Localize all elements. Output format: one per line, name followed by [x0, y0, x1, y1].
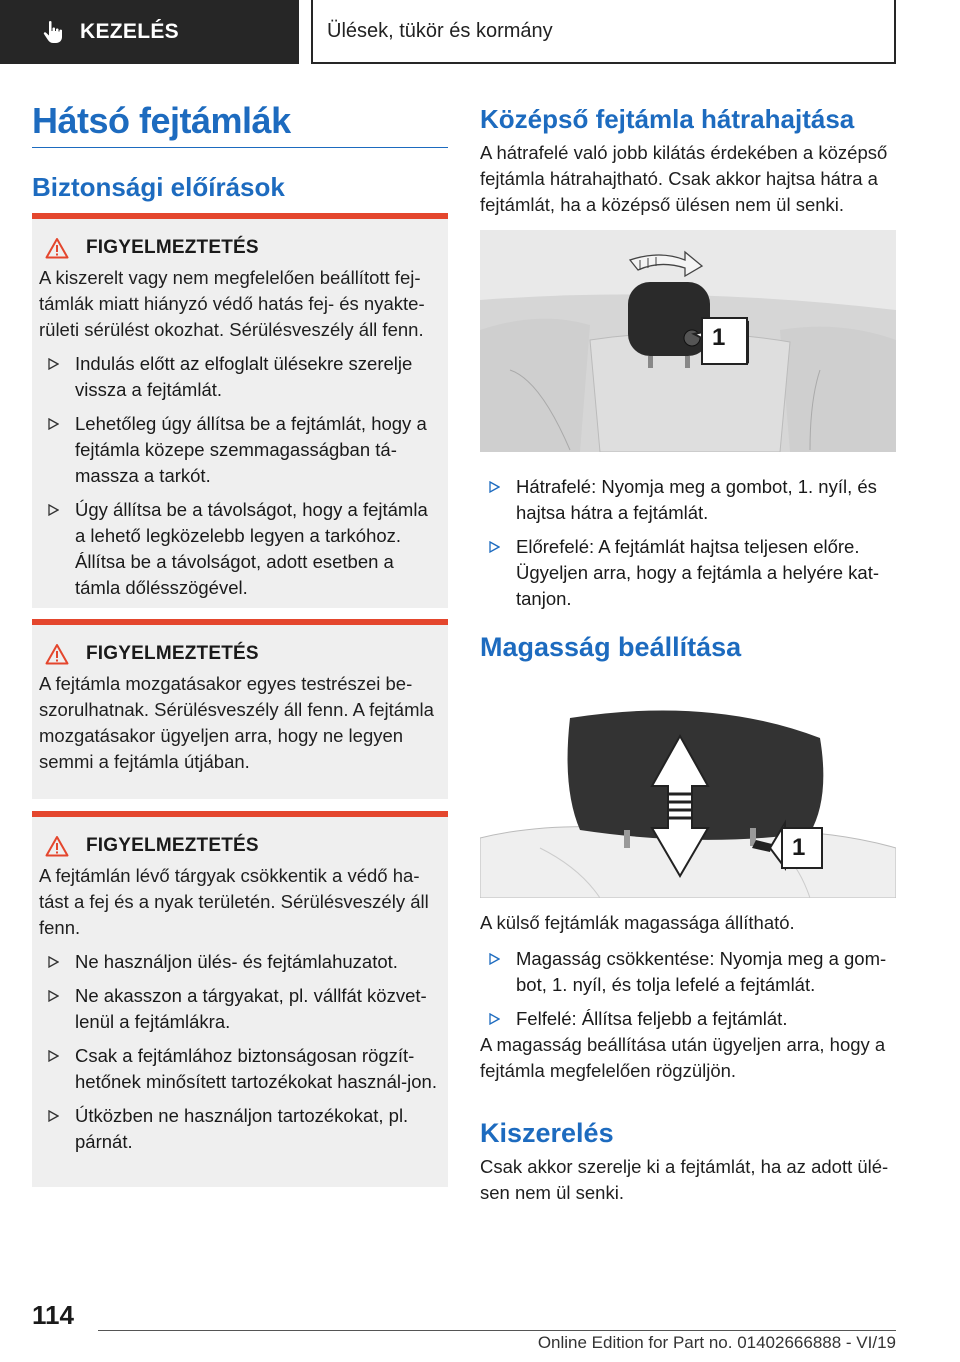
fold-back-text: A hátrafelé való jobb kilátás érdekében a középső fejtámla hátrahajtható. Csak akkor hajtsa hátra a fejtámlát, ha a középső ülésen nem ül senki. [480, 142, 888, 215]
page-number: 114 [32, 1300, 74, 1330]
bullet-triangle-icon [47, 1110, 59, 1122]
bullet-triangle-icon [488, 1013, 500, 1025]
chapter-tab-label: KEZELÉS [80, 20, 179, 43]
warning-triangle-icon [45, 237, 69, 259]
warning-text: A kiszerelt vagy nem megfelelően beállított fej-támlák miatt hiányzó védő hatás fej- és nyakte-rületi sérülést okozhat. Sérülésveszély áll fenn. [39, 267, 425, 340]
fold-back-title: Középső fejtámla hátrahajtása [480, 104, 855, 134]
section-title-text: Ülések, tükör és kormány [327, 19, 553, 42]
title-divider [32, 147, 448, 148]
bullet-triangle-icon [488, 481, 500, 493]
bullet-triangle-icon [488, 953, 500, 965]
bullet-triangle-icon [47, 358, 59, 370]
warning-triangle-icon [45, 835, 69, 857]
list-item: Lehetőleg úgy állítsa be a fejtámlát, hogy a fejtámla közepe szemmagasságban tá-massza a tarkót. [39, 411, 440, 489]
warning-text: A fejtámla mozgatásakor egyes testrészei be-szorulhatnak. Sérülésveszély áll fenn. A fejtámla mozgatásakor ügyeljen arra, hogy ne legyen semmi a fejtámla útjában. [39, 673, 434, 772]
list-item: Csak a fejtámlához biztonságosan rögzít-hetőnek minősített tartozékokat használ-jon. [39, 1043, 440, 1095]
warning-heading: FIGYELMEZTETÉS [39, 835, 440, 857]
warning-text: A fejtámlán lévő tárgyak csökkentik a védő ha-tást a fej és a nyak területén. Sérülésveszély áll fenn. [39, 865, 429, 938]
list-item: Előrefelé: A fejtámlát hajtsa teljesen előre. Ügyeljen arra, hogy a fejtámla a helyére kat-tanjon. [480, 534, 900, 612]
removal-title: Kiszerelés [480, 1118, 614, 1148]
warning-triangle-icon [45, 643, 69, 665]
edition-info: Online Edition for Part no. 01402666888 - VI/19 [537, 1333, 896, 1352]
list-item: Hátrafelé: Nyomja meg a gombot, 1. nyíl, és hajtsa hátra a fejtámlát. [480, 474, 900, 526]
list-item: Felfelé: Állítsa feljebb a fejtámlát. [480, 1006, 900, 1032]
list-item: Ne használjon ülés- és fejtámlahuzatot. [39, 949, 440, 975]
headrest-height-illustration [480, 698, 896, 898]
headrest-fold-illustration [480, 230, 896, 452]
page-title: Hátsó fejtámlák [32, 100, 291, 141]
headrest-fold-drawing [480, 230, 896, 452]
section-title [311, 0, 896, 64]
warning-box-2 [32, 619, 448, 799]
callout-number: 1 [712, 324, 726, 351]
height-outro-text: A magasság beállítása után ügyeljen arra, hogy a fejtámla megfelelően rögzüljön. [480, 1034, 886, 1081]
warning-heading: FIGYELMEZTETÉS [39, 643, 440, 665]
warning-box-1 [32, 213, 448, 608]
bullet-triangle-icon [47, 504, 59, 516]
chapter-tab[interactable] [0, 0, 299, 64]
removal-text: Csak akkor szerelje ki a fejtámlát, ha az adott ülé-sen nem ül senki. [480, 1156, 889, 1203]
bullet-triangle-icon [488, 541, 500, 553]
bullet-triangle-icon [47, 956, 59, 968]
headrest-height-drawing [480, 698, 896, 898]
list-item: Útközben ne használjon tartozékokat, pl. párnát. [39, 1103, 440, 1155]
callout-number: 1 [792, 834, 806, 861]
safety-subtitle: Biztonsági előírások [32, 172, 285, 202]
list-item: Ne akasszon a tárgyakat, pl. vállfát közvet-lenül a fejtámlákra. [39, 983, 440, 1035]
list-item: Úgy állítsa be a távolságot, hogy a fejtámla a lehető legközelebb legyen a tarkóhoz. Állítsa be a távolságot, adott esetben a támla dőlésszögével. [39, 497, 440, 601]
warning-box-3 [32, 811, 448, 1187]
bullet-triangle-icon [47, 418, 59, 430]
warning-heading: FIGYELMEZTETÉS [39, 237, 440, 259]
list-item: Magasság csökkentése: Nyomja meg a gom-bot, 1. nyíl, és tolja lefelé a fejtámlát. [480, 946, 900, 998]
list-item: Indulás előtt az elfoglalt ülésekre szerelje vissza a fejtámlát. [39, 351, 440, 403]
footer-divider [98, 1330, 896, 1331]
bullet-triangle-icon [47, 990, 59, 1002]
bullet-triangle-icon [47, 1050, 59, 1062]
height-intro-text: A külső fejtámlák magassága állítható. [480, 912, 795, 933]
height-adjust-title: Magasság beállítása [480, 632, 742, 662]
hand-pointer-icon [40, 19, 66, 45]
